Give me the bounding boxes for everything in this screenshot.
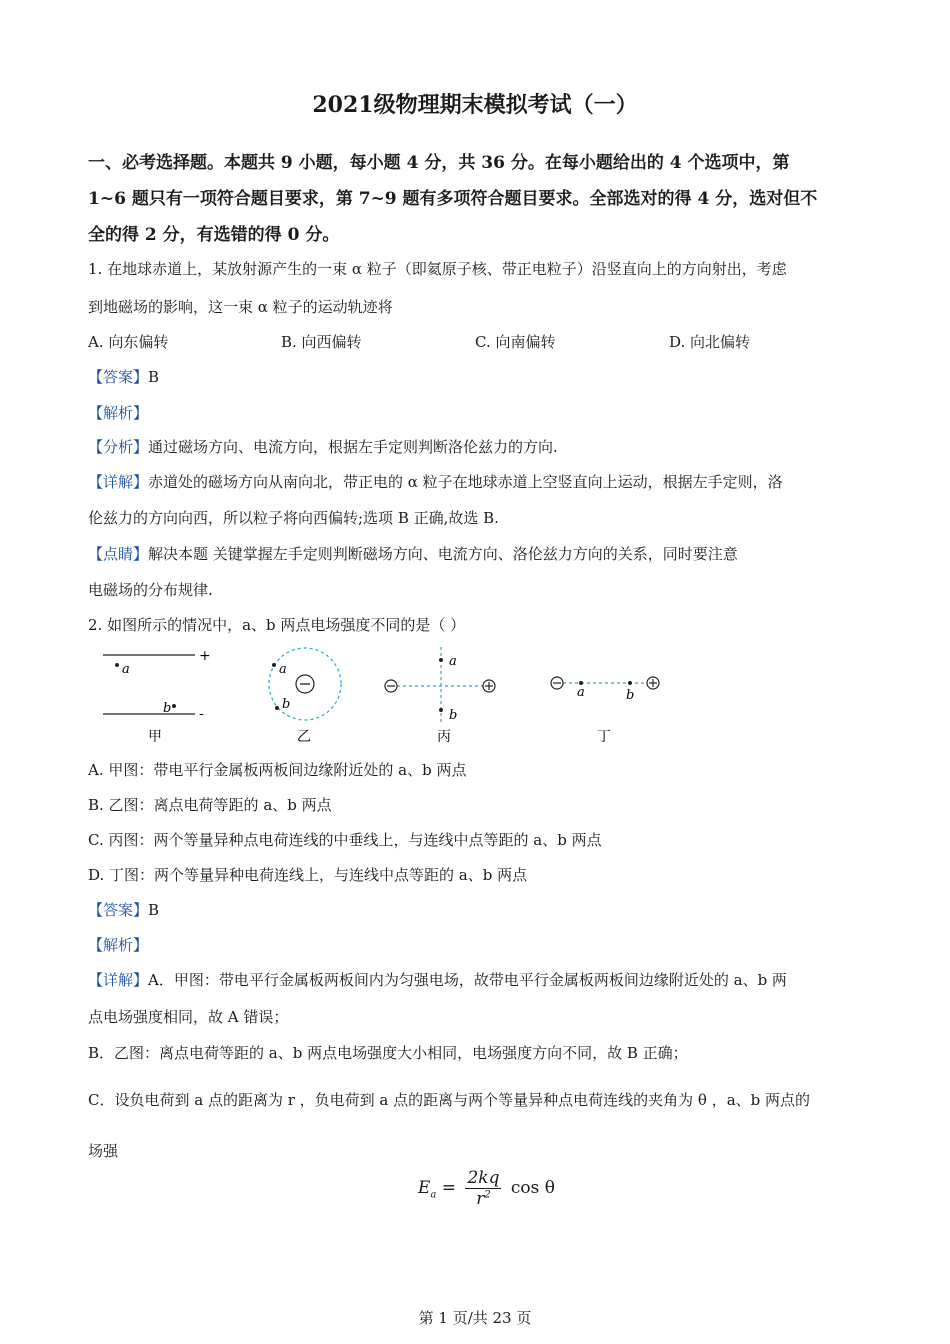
- label-yi: 乙: [297, 729, 311, 745]
- xiangjie-text: A．甲图：带电平行金属板两板间内为匀强电场，故带电平行金属板两板间边缘附近处的 a、b 两: [148, 971, 787, 989]
- section-heading-line3: 全的得 2 分，有选错的得 0 分。: [88, 225, 340, 245]
- dianjing-text: 解决本题 关键掌握左手定则判断磁场方向、电流方向、洛伦兹力方向的关系，同时要注意: [148, 545, 738, 563]
- section-heading-line1: 一、必考选择题。本题共 9 小题，每小题 4 分，共 36 分。在每小题给出的 4 个选项中，第: [88, 153, 790, 173]
- xiangjie-tag: 【详解】: [88, 971, 149, 989]
- formula-ea: [418, 1168, 555, 1209]
- formula-lhs: E: [418, 1178, 431, 1198]
- q1-stem-line1: 1. 在地球赤道上，某放射源产生的一束 α 粒子（即氦原子核、带正电粒子）沿竖直向上的方向射出，考虑: [88, 260, 787, 278]
- q2-stem: 2. 如图所示的情况中，a、b 两点电场强度不同的是（ ）: [88, 616, 466, 634]
- q1-xiangjie-line2: 伦兹力的方向向西，所以粒子将向西偏转;选项 B 正确,故选 B.: [88, 509, 499, 527]
- answer-value: B: [148, 901, 160, 919]
- q2-option-c: C. 丙图：两个等量异种点电荷连线的中垂线上，与连线中点等距的 a、b 两点: [88, 831, 602, 849]
- q2-xiangjie-a-line2: 点电场强度相同，故 A 错误；: [88, 1008, 289, 1026]
- dianjing-tag: 【点睛】: [88, 545, 149, 563]
- q1-option-d: D. 向北偏转: [669, 333, 751, 351]
- figure-jia: [103, 648, 211, 745]
- point-a-label: a: [122, 662, 130, 677]
- formula-lhs-sub: a: [430, 1189, 437, 1201]
- q2-option-a: A. 甲图：带电平行金属板两板间边缘附近处的 a、b 两点: [88, 761, 467, 779]
- q1-xiangjie-line1: [88, 471, 783, 492]
- formula-numerator: 2kq: [467, 1168, 500, 1188]
- q2-option-d: D. 丁图：两个等量异种电荷连线上，与连线中点等距的 a、b 两点: [88, 866, 528, 884]
- formula-fraction: [465, 1168, 501, 1209]
- fenxi-text: 通过磁场方向、电流方向，根据左手定则判断洛伦兹力的方向.: [148, 438, 558, 456]
- label-bing: 丙: [437, 729, 451, 745]
- q2-figure: [95, 643, 675, 745]
- q2-xiangjie-b: B．乙图：离点电荷等距的 a、b 两点电场强度大小相同，电场强度方向不同，故 B 正确；: [88, 1044, 688, 1062]
- figure-ding: [551, 677, 659, 745]
- q1-option-c: C. 向南偏转: [475, 333, 556, 351]
- page-title: 2021级物理期末模拟考试（一）: [312, 92, 638, 118]
- point-b-label: b: [282, 697, 291, 712]
- q2-xiangjie-c-line2: 场强: [88, 1142, 119, 1160]
- answer-tag: 【答案】: [88, 368, 149, 386]
- q1-fenxi: [88, 436, 558, 457]
- q2-xiangjie-a-line1: [88, 969, 787, 990]
- q2-xiangjie-c-line1: C．设负电荷到 a 点的距离为 r ，负电荷到 a 点的距离与两个等量异种点电荷连线的夹角为 θ ，a、b 两点的: [88, 1091, 811, 1109]
- section-heading-line2: 1~6 题只有一项符合题目要求，第 7~9 题有多项符合题目要求。全部选对的得 4 分，选对但不: [88, 189, 818, 209]
- q1-jiexi-tag: 【解析】: [88, 404, 149, 422]
- answer-tag: 【答案】: [88, 901, 149, 919]
- formula-den-base: r: [476, 1189, 485, 1209]
- q1-stem-line2: 到地磁场的影响，这一束 α 粒子的运动轨迹将: [88, 298, 393, 316]
- label-jia: 甲: [148, 729, 162, 745]
- xiangjie-tag: 【详解】: [88, 473, 149, 491]
- q1-option-b: B. 向西偏转: [281, 333, 362, 351]
- q1-dianjing-line1: [88, 543, 738, 564]
- q2-option-b: B. 乙图：离点电荷等距的 a、b 两点: [88, 796, 332, 814]
- point-b-label: b: [626, 688, 635, 703]
- q2-answer: [88, 899, 159, 920]
- figure-bing: [385, 647, 495, 745]
- fenxi-tag: 【分析】: [88, 438, 149, 456]
- point-a-label: a: [449, 654, 457, 669]
- formula-rhs: cos θ: [510, 1178, 555, 1198]
- point-b-label: b: [163, 701, 172, 716]
- page-footer: 第 1 页/共 23 页: [418, 1309, 532, 1327]
- q2-jiexi-tag: 【解析】: [88, 936, 149, 954]
- q1-answer: [88, 366, 159, 387]
- xiangjie-text: 赤道处的磁场方向从南向北，带正电的 α 粒子在地球赤道上空竖直向上运动，根据左手定则，洛: [148, 473, 783, 491]
- formula-denominator: [465, 1189, 501, 1209]
- point-b-label: b: [449, 708, 458, 723]
- plus-label: +: [199, 648, 211, 664]
- point-a-label: a: [577, 685, 585, 700]
- formula-eq: =: [441, 1178, 457, 1198]
- minus-label: -: [199, 706, 204, 722]
- point-a-label: a: [279, 662, 287, 677]
- formula-den-sup: 2: [484, 1189, 491, 1201]
- figure-yi: [269, 648, 341, 745]
- q1-dianjing-line2: 电磁场的分布规律.: [88, 581, 213, 599]
- answer-value: B: [148, 368, 160, 386]
- label-ding: 丁: [597, 729, 611, 745]
- q1-option-a: A. 向东偏转: [88, 333, 169, 351]
